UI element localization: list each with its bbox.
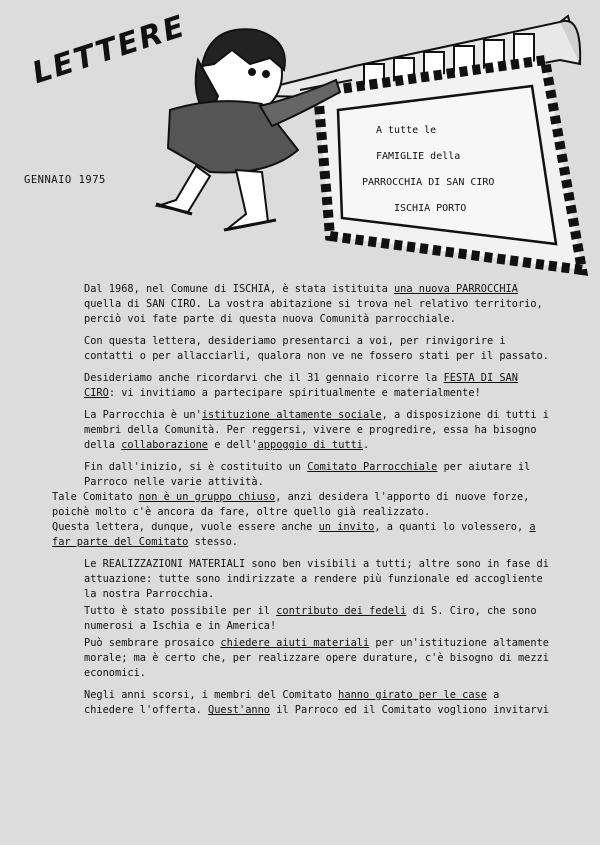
text: , anzi desidera l'apporto di nuove forze, poichè molto c'è ancora da fare, oltre quello già realizzato.	[52, 491, 530, 518]
paragraph-4	[52, 408, 552, 453]
text: Dal 1968, nel Comune di ISCHIA, è stata istituita	[84, 283, 394, 295]
underlined-text: appoggio di tutti	[257, 439, 363, 451]
text: quella di SAN CIRO. La vostra abitazione si trova nel relativo territorio, perciò voi fate parte di questa nuova Comunità parrocchiale.	[84, 298, 543, 325]
paragraph-5	[52, 460, 552, 490]
text: di S. Ciro, che sono numerosi a Ischia e in America!	[84, 605, 537, 632]
paragraph-3	[52, 371, 552, 401]
underlined-text: un invito	[318, 521, 375, 533]
text: Può sembrare prosaico	[84, 637, 221, 649]
text: a chiedere l'offerta.	[84, 689, 500, 716]
address-line-2: FAMIGLIE della	[376, 151, 461, 162]
text: La Parrocchia è un'	[84, 409, 202, 421]
address-line-1: A tutte le	[376, 125, 437, 136]
underlined-text: Quest'anno	[208, 704, 270, 716]
address-line-4: ISCHIA PORTO	[394, 203, 467, 214]
text: Negli anni scorsi, i membri del Comitato	[84, 689, 339, 701]
paragraph-9	[52, 604, 552, 634]
underlined-text: hanno girato per le case	[338, 689, 487, 701]
text: Tale Comitato	[52, 491, 139, 503]
text: , a disposizione di tutti i membri della Comunità. Per reggersi, vivere e progredire, essa ha bisogno della	[84, 409, 549, 451]
underlined-text: contributo dei fedeli	[276, 605, 407, 617]
text: il Parroco ed il Comitato vogliono invitarvi	[270, 704, 549, 716]
underlined-text: istituzione altamente sociale	[201, 409, 382, 421]
underlined-text: a far parte del Comitato	[52, 521, 536, 548]
stamp-address	[358, 118, 528, 222]
text: e dell'	[208, 439, 258, 451]
paragraph-2: Con questa lettera, desideriamo presentarci a voi, per rinvigorire i contatti o per allacciarli, qualora non ve ne fossero stati per il passato.	[84, 335, 549, 362]
letter-date: GENNAIO 1975	[24, 174, 106, 186]
text: per un'istituzione altamente morale; ma è certo che, per realizzare opere durature, c'è bisogno di mezzi economici.	[84, 637, 549, 679]
letter-body	[52, 282, 552, 725]
text: Tutto è stato possibile per il	[84, 605, 277, 617]
text: stesso.	[188, 536, 238, 548]
underlined-text: Comitato Parrocchiale	[307, 461, 438, 473]
text: .	[363, 439, 370, 451]
text: : vi invitiamo a partecipare spiritualmente e materialmente!	[108, 387, 481, 399]
text: , a quanti lo volessero,	[374, 521, 530, 533]
address-line-3: PARROCCHIA DI SAN CIRO	[362, 177, 495, 188]
paragraph-6	[52, 490, 552, 520]
paragraph-7	[52, 520, 552, 550]
text: per aiutare il Parroco nelle varie attività.	[84, 461, 531, 488]
paragraph-11	[52, 688, 552, 718]
underlined-text: non è un gruppo chiuso	[138, 491, 276, 503]
paragraph-8: Le REALIZZAZIONI MATERIALI sono ben visibili a tutti; altre sono in fase di attuazione: tutte sono indirizzate a rendere più funzionale ed accogliente la nostra Parrocchia.	[84, 558, 549, 600]
text: Fin dall'inizio, si è costituito un	[84, 461, 308, 473]
underlined-text: collaborazione	[121, 439, 208, 451]
underlined-text: chiedere aiuti materiali	[220, 637, 370, 649]
page-title: LETTERE	[28, 8, 191, 92]
text: Questa lettera, dunque, vuole essere anche	[52, 521, 319, 533]
underlined-text: una nuova PARROCCHIA	[393, 283, 518, 295]
paragraph-10	[52, 636, 552, 681]
paragraph-1	[52, 282, 552, 327]
underlined-text: FESTA DI SAN CIRO	[84, 372, 518, 399]
herald-character-icon	[156, 29, 340, 230]
text: Desideriamo anche ricordarvi che il 31 gennaio ricorre la	[84, 372, 444, 384]
